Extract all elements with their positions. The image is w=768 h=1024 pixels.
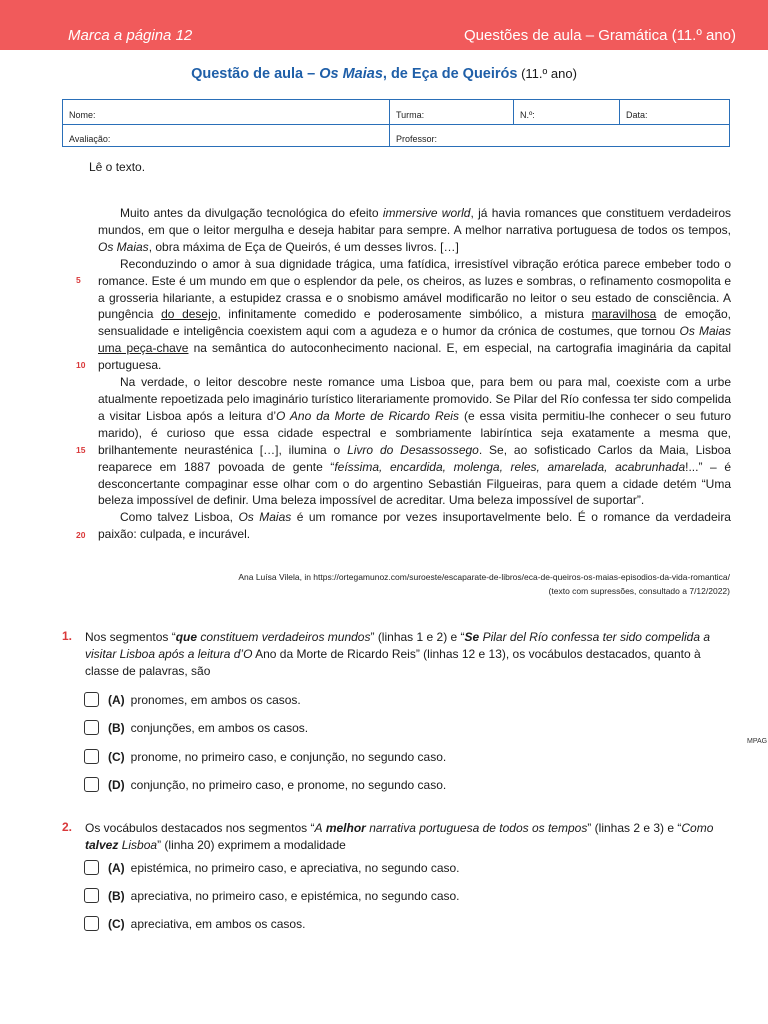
- checkbox[interactable]: [84, 692, 99, 707]
- option-text: pronomes, em ambos os casos.: [130, 692, 301, 707]
- class-field[interactable]: Turma:: [396, 110, 425, 120]
- title-suffix: , de Eça de Queirós: [382, 66, 518, 82]
- form-divider: [513, 100, 514, 124]
- form-divider: [389, 124, 390, 147]
- question-1-option-d[interactable]: [84, 777, 446, 792]
- source-citation: Ana Luísa Vilela, in https://ortegamunoz.com/suroeste/escaparate-de-libros/eca-de-queiros-os-maias-episodios-da-vida-romantica/: [238, 572, 730, 582]
- question-1-number: 1.: [62, 629, 73, 643]
- checkbox[interactable]: [84, 860, 99, 875]
- checkbox[interactable]: [84, 749, 99, 764]
- option-text: conjunção, no primeiro caso, e pronome, no segundo caso.: [130, 777, 447, 792]
- header-bar: [0, 0, 768, 50]
- question-1-option-b[interactable]: [84, 720, 308, 735]
- header-subject: Questões de aula – Gramática (11.º ano): [463, 27, 736, 44]
- line-number: 15: [76, 445, 86, 455]
- checkbox[interactable]: [84, 888, 99, 903]
- form-divider: [63, 124, 729, 125]
- form-divider: [389, 100, 390, 124]
- option-letter: (D): [108, 777, 125, 792]
- question-2-option-a[interactable]: [84, 860, 460, 875]
- student-info-box: [62, 99, 730, 147]
- option-letter: (C): [108, 749, 125, 764]
- instruction: Lê o texto.: [89, 160, 146, 174]
- line-number: 5: [76, 275, 81, 285]
- option-letter: (A): [108, 860, 125, 875]
- option-text: pronome, no primeiro caso, e conjunção, no segundo caso.: [130, 749, 447, 764]
- title-year: (11.º ano): [517, 66, 577, 81]
- page-title: [0, 66, 768, 82]
- reading-passage: Muito antes da divulgação tecnológica do efeito immersive world, já havia romances que constituem verdadeiros mundos, em que o leitor mergulha e deseja habitar para sempre. A melhor narrativa portuguesa de todos os tempos, Os Maias, obra máxima de Eça de Queirós, é um desses livros. […] Reconduzindo o amor à sua dignidade trágica, uma fatídica, irresistível vibração erótica parece embeber todo o romance. Este é um mundo em que o esplendor da pele, os cheiros, as luzes e sombras, o refinamento cosmopolita e a grosseria hilariante, a estupidez crassa e o snobismo amável modificarão no leitor o seu estado de consciência. A pungência do desejo, infinitamente comedido e poderosamente simbólico, a mistura maravilhosa de emoção, sensualidade e inteligência coexistem aqui com a agudeza e o humor da crónica de costumes, que tornou Os Maias uma peça-chave na semântica do autoconhecimento nacional. E, em especial, na cartografia imaginária da capital portuguesa. Na verdade, o leitor descobre neste romance uma Lisboa que, para bem ou para mal, coexiste com a urbe atualmente repoetizada pelo imaginário turístico literariamente promovido. Se Pilar del Río confessa ter sido compelida a visitar Lisboa após a leitura d’O Ano da Morte de Ricardo Reis (e essa visita permitiu-lhe conhecer o seu futuro marido), é curioso que essa cidade espectral e sombriamente labiríntica seja exatamente a mesma que, brilhantemente neurasténica […], ilumina o Livro do Desassossego. Se, ao sofisticado Carlos da Maia, Lisboa reaparece em 1887 povoada de gente “feíssima, encardida, molenga, reles, amarelada, acabrunhada!...” – é desconcertante compaginar esse olhar com o do argentino Sebastián Filgueiras, para quem a cidade detém “Uma beleza impossível de definir. Uma beleza impossível de acreditar. Uma beleza impossível de suportar”. Como talvez Lisboa, Os Maias é um romance por vezes insuportavelmente belo. É o romance da verdadeira paixão: culpada, e incurável.: [98, 206, 732, 542]
- question-1-stem: Nos segmentos “que constituem verdadeiros mundos” (linhas 1 e 2) e “Se Pilar del Río confessa ter sido compelida a visitar Lisboa após a leitura d’O Ano da Morte de Ricardo Reis” (linhas 12 e 13), os vocábulos destacados, quanto à classe de palavras, são: [85, 630, 711, 678]
- question-2-number: 2.: [62, 820, 73, 834]
- option-text: apreciativa, no primeiro caso, e epistémica, no segundo caso.: [130, 888, 460, 903]
- form-divider: [619, 100, 620, 124]
- source-note: (texto com supressões, consultado a 7/12/2022): [548, 586, 730, 596]
- option-letter: (B): [108, 720, 125, 735]
- checkbox[interactable]: [84, 720, 99, 735]
- option-letter: (B): [108, 888, 125, 903]
- header-page-ref: Marca a página 12: [68, 27, 193, 44]
- option-text: epistémica, no primeiro caso, e apreciativa, no segundo caso.: [130, 860, 460, 875]
- grade-field[interactable]: Avaliação:: [69, 134, 111, 144]
- question-1-option-a[interactable]: [84, 692, 301, 707]
- option-letter: (A): [108, 692, 125, 707]
- margin-code: MPAG: [747, 738, 768, 745]
- question-1-option-c[interactable]: [84, 749, 446, 764]
- question-2-option-b[interactable]: [84, 888, 460, 903]
- checkbox[interactable]: [84, 916, 99, 931]
- question-2-option-c[interactable]: [84, 916, 305, 931]
- name-field[interactable]: Nome:: [69, 110, 96, 120]
- line-number: 20: [76, 530, 86, 540]
- title-prefix: Questão de aula –: [191, 66, 320, 82]
- date-field[interactable]: Data:: [626, 110, 648, 120]
- title-work: Os Maias: [319, 66, 383, 82]
- number-field[interactable]: N.º:: [520, 110, 535, 120]
- question-2-stem: Os vocábulos destacados nos segmentos “A melhor narrativa portuguesa de todos os tempos” (linhas 2 e 3) e “Como talvez Lisboa” (linha 20) exprimem a modalidade: [85, 821, 714, 852]
- line-number: 10: [76, 360, 86, 370]
- option-letter: (C): [108, 916, 125, 931]
- option-text: conjunções, em ambos os casos.: [130, 720, 309, 735]
- option-text: apreciativa, em ambos os casos.: [130, 916, 306, 931]
- teacher-field[interactable]: Professor:: [396, 134, 438, 144]
- checkbox[interactable]: [84, 777, 99, 792]
